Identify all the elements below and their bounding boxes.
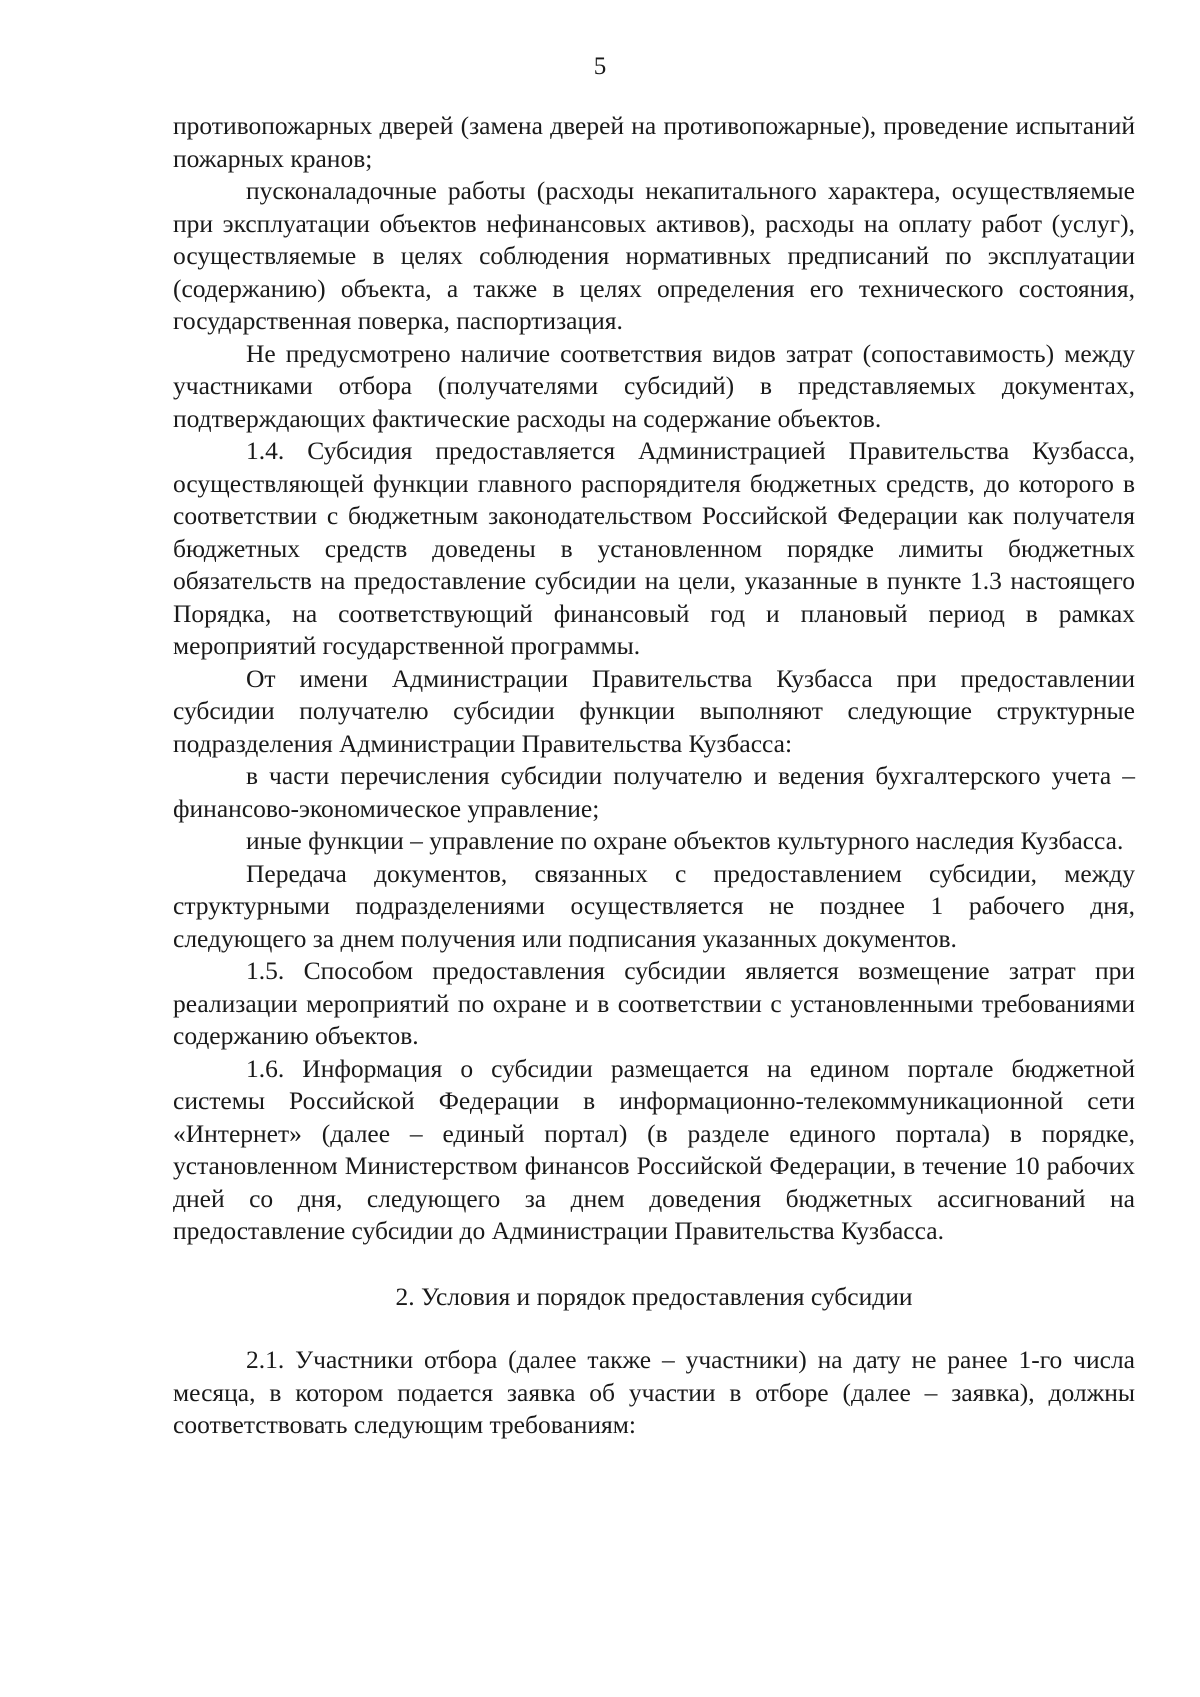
paragraph-administration-functions: От имени Администрации Правительства Кузбасса при предоставлении субсидии получателю субсидии функции выполняют следующие структурные подразделения Администрации Правительства Кузбасса: (173, 663, 1135, 758)
section-heading: 2. Условия и порядок предоставления субсидии (395, 1281, 913, 1311)
paragraph-other-functions: иные функции – управление по охране объектов культурного наследия Кузбасса. (246, 826, 1124, 855)
paragraph-commissioning-works: пусконаладочные работы (расходы некапитального характера, осуществляемые при эксплуатации объектов нефинансовых активов), расходы на оплату работ (услуг), осуществляемые в целях соблюдения нормативных предписаний по эксплуатации (содержанию) объекта, а также в целях определения его технического состояния, государственная поверка, паспортизация. (173, 176, 1135, 335)
paragraph-fire-doors: противопожарных дверей (замена дверей на противопожарные), проведение испытаний пожарных кранов; (173, 111, 1135, 173)
document-body (173, 110, 1135, 1442)
paragraph-clause-2-1: 2.1. Участники отбора (далее также – участники) на дату не ранее 1-го числа месяца, в котором подается заявка об участии в отборе (далее – заявка), должны соответствовать следующим требованиям: (173, 1345, 1135, 1439)
paragraph-clause-1-4: 1.4. Субсидия предоставляется Администрацией Правительства Кузбасса, осуществляющей функции главного распорядителя бюджетных средств, до которого в соответствии с бюджетным законодательством Российской Федерации как получателя бюджетных средств доведены в установленном порядке лимиты бюджетных обязательств на предоставление субсидии на цели, указанные в пункте 1.3 настоящего Порядка, на соответствующий финансовый год и плановый период в рамках мероприятий государственной программы. (173, 436, 1135, 660)
paragraph-accounting-functions: в части перечисления субсидии получателю и ведения бухгалтерского учета – финансово-экономическое управление; (173, 761, 1135, 823)
page-number: 5 (593, 53, 607, 80)
paragraph-document-transfer: Передача документов, связанных с предоставлением субсидии, между структурными подразделениями осуществляется не позднее 1 рабочего дня, следующего за днем получения или подписания указанных документов. (173, 858, 1135, 953)
paragraph-clause-1-6: 1.6. Информация о субсидии размещается на едином портале бюджетной системы Российской Федерации в информационно-телекоммуникационной сети «Интернет» (далее – единый портал) (в разделе единого портала) в порядке, установленном Министерством финансов Российской Федерации, в течение 10 рабочих дней со дня, следующего за днем доведения бюджетных ассигнований на предоставление субсидии до Администрации Правительства Кузбасса. (173, 1053, 1135, 1245)
paragraph-clause-1-5: 1.5. Способом предоставления субсидии является возмещение затрат при реализации мероприятий по охране и в соответствии с установленными требованиями содержанию объектов. (173, 956, 1135, 1050)
paragraph-cost-comparability: Не предусмотрено наличие соответствия видов затрат (сопоставимость) между участниками отбора (получателями субсидий) в представляемых документах, подтверждающих фактические расходы на содержание объектов. (173, 338, 1135, 433)
